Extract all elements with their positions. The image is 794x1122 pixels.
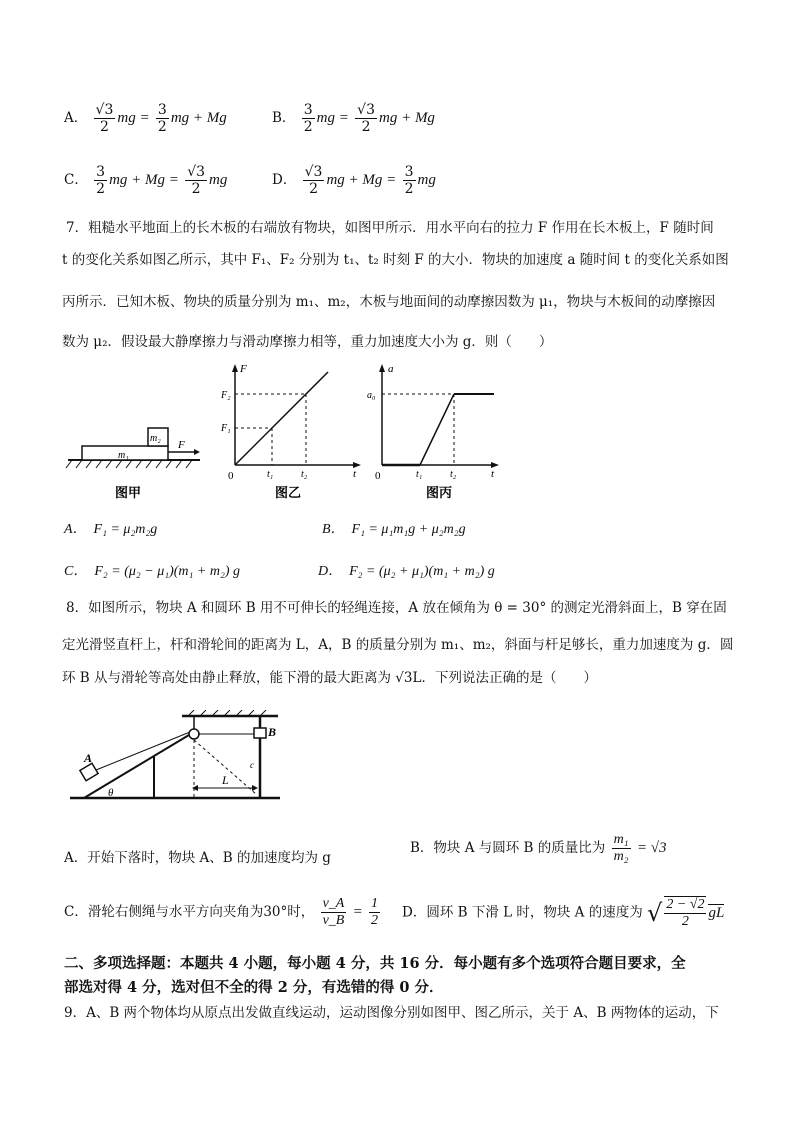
fraction: [369, 896, 380, 929]
tick-t2: t₂: [450, 469, 457, 480]
q7-option-a: A． F₁ = μ₂m₂g: [64, 522, 158, 537]
denominator: 2: [309, 181, 318, 197]
tick-t2: t₂: [301, 469, 308, 480]
fraction: [94, 102, 116, 135]
numerator: 2 − √2: [666, 897, 705, 912]
axis-a: a: [388, 363, 394, 375]
q6-option-b: [272, 102, 435, 135]
numerator: 1: [371, 896, 379, 911]
option-label: A．: [64, 110, 88, 126]
math-text: mg: [417, 172, 436, 188]
caption-jia: 图甲: [115, 485, 142, 500]
q8-option-a: A．开始下落时，物块 A、B 的加速度均为 g: [64, 850, 331, 866]
math-text: = √3: [636, 840, 667, 856]
ring-B: [254, 728, 266, 738]
fraction: [321, 896, 347, 929]
option-text: C．滑轮右侧绳与水平方向夹角为30°时，: [64, 904, 315, 920]
fraction: [302, 102, 315, 135]
tick-t1: t₁: [416, 469, 423, 480]
F-line: [235, 372, 328, 465]
denominator: v_B: [322, 913, 345, 928]
section-2-header-line-1: 二、多项选择题：本题共 4 小题，每小题 4 分，共 16 分．每小题有多个选项符合题目要求，全: [64, 955, 686, 972]
fraction: [355, 102, 377, 135]
q8-option-c: [64, 896, 382, 929]
q8-stem-line-3: 环 B 从与滑轮等高处由静止释放，能下滑的最大距离为 √3L．下列说法正确的是（ ）: [62, 670, 597, 686]
fraction: [403, 164, 416, 197]
denominator: 2: [361, 119, 371, 135]
numerator: 3: [96, 164, 106, 180]
denominator: 2: [303, 119, 313, 135]
label-theta: θ: [108, 787, 114, 799]
fraction: [94, 164, 107, 197]
caption-bing: 图丙: [426, 485, 453, 500]
numerator: 3: [303, 102, 313, 118]
math-text: mg =: [117, 110, 150, 126]
axis-t: t: [491, 468, 495, 480]
denominator: 2: [191, 181, 201, 197]
q7-stem-line-4: 数为 μ₂．假设最大静摩擦力与滑动摩擦力相等，重力加速度大小为 g．则（ ）: [62, 334, 553, 350]
math-text: mg + Mg =: [109, 172, 179, 188]
figure-yi: [220, 363, 361, 500]
denominator: m₂: [613, 849, 629, 864]
q6-option-a: [64, 102, 227, 135]
option-label: D．: [272, 172, 297, 188]
figure-jia: [66, 428, 200, 500]
option-label: C．: [64, 172, 88, 188]
denominator: 2: [157, 119, 167, 135]
math-text: mg: [209, 172, 228, 188]
numerator: √3: [357, 102, 375, 118]
math-text: mg + Mg =: [326, 172, 397, 188]
pulley: [189, 729, 199, 739]
tick-F2: F₂: [221, 390, 231, 401]
tick-a0: a₀: [367, 390, 376, 401]
origin-bing: 0: [375, 470, 381, 482]
q8-option-d: D．圆环 B 下滑 L 时，物块 A 的速度为 √ $\frac{2 - √2}{2}$ gL: [402, 897, 725, 929]
q8-figure: [70, 710, 290, 805]
q8-option-b: [410, 832, 666, 865]
option-text: B．物块 A 与圆环 B 的质量比为: [410, 840, 606, 856]
q7-figures: [60, 360, 510, 505]
denominator: 2: [96, 181, 106, 197]
math-text: =: [352, 904, 363, 920]
math-text: gL: [708, 904, 725, 921]
q7-option-d: D． F₂ = (μ₂ + μ₁)(m₁ + m₂) g: [318, 564, 495, 579]
fraction: [156, 102, 169, 135]
denominator: 2: [404, 181, 414, 197]
numerator: 3: [404, 164, 414, 180]
a-ramp: [420, 394, 454, 465]
q7-stem-line-2: t 的变化关系如图乙所示，其中 F₁、F₂ 分别为 t₁、t₂ 时刻 F 的大小．物块的加速度 a 随时间 t 的变化关系如图: [62, 252, 729, 268]
q8-stem-line-2: 定光滑竖直杆上，杆和滑轮间的距离为 L，A，B 的质量分别为 m₁、m₂，斜面与杆足够长，重力加速度为 g．圆: [62, 637, 734, 653]
fraction: [185, 164, 207, 197]
denominator: 2: [681, 914, 689, 929]
caption-yi: 图乙: [275, 485, 302, 500]
q7-stem-line-1: 7．粗糙水平地面上的长木板的右端放有物块，如图甲所示．用水平向右的拉力 F 作用在长木板上，F 随时间: [66, 220, 714, 236]
label-m1: m₁: [118, 450, 129, 461]
q8-stem-line-1: 8．如图所示，物块 A 和圆环 B 用不可伸长的轻绳连接，A 放在倾角为 θ = 30° 的测定光滑斜面上，B 穿在固: [66, 600, 727, 616]
numerator: v_A: [322, 896, 345, 911]
q7-stem-line-3: 丙所示．已知木板、物块的质量分别为 m₁、m₂，木板与地面间的动摩擦因数为 μ₁，物块与木板间的动摩擦因: [62, 294, 716, 310]
label-A: A: [84, 751, 93, 765]
label-L: L: [222, 773, 229, 787]
math-text: mg + Mg: [170, 110, 227, 126]
denominator: 2: [100, 119, 109, 135]
tick-F1: F₁: [221, 423, 231, 434]
q9-stem-line-1: 9．A、B 两个物体均从原点出发做直线运动，运动图像分别如图甲、图乙所示，关于 A、B 两物体的运动，下: [64, 1005, 719, 1021]
q6-option-d: [272, 164, 436, 197]
numerator: √3: [95, 102, 114, 118]
option-text: D．圆环 B 下滑 L 时，物块 A 的速度为: [402, 904, 643, 921]
fraction: [664, 896, 706, 930]
q7-option-c: C． F₂ = (μ₂ − μ₁)(m₁ + m₂) g: [64, 564, 240, 579]
q6-option-c: [64, 164, 227, 197]
label-c: c: [250, 760, 254, 770]
q7-option-b: B． F₁ = μ₁m₁g + μ₂m₂g: [322, 522, 466, 537]
fraction: [303, 164, 325, 197]
numerator: √3: [304, 164, 323, 180]
numerator: m₁: [613, 832, 629, 847]
incline: [84, 732, 194, 798]
axis-t: t: [353, 468, 357, 480]
numerator: 3: [157, 102, 167, 118]
fraction: [612, 832, 631, 865]
section-2-header-line-2: 部选对得 4 分，选对但不全的得 2 分，有选错的得 0 分．: [64, 979, 444, 996]
label-F: F: [178, 439, 185, 451]
figure-bing: [367, 363, 499, 500]
numerator: √3: [187, 164, 206, 180]
origin-yi: 0: [228, 470, 234, 482]
option-label: B．: [272, 110, 296, 126]
block-A: [80, 763, 98, 780]
tick-t1: t₁: [267, 469, 274, 480]
label-B: B: [268, 725, 277, 739]
denominator: 2: [371, 913, 379, 928]
axis-F: F: [240, 363, 247, 375]
label-m2: m₂: [150, 433, 161, 444]
math-text: mg + Mg: [378, 110, 435, 126]
math-text: mg =: [316, 110, 349, 126]
